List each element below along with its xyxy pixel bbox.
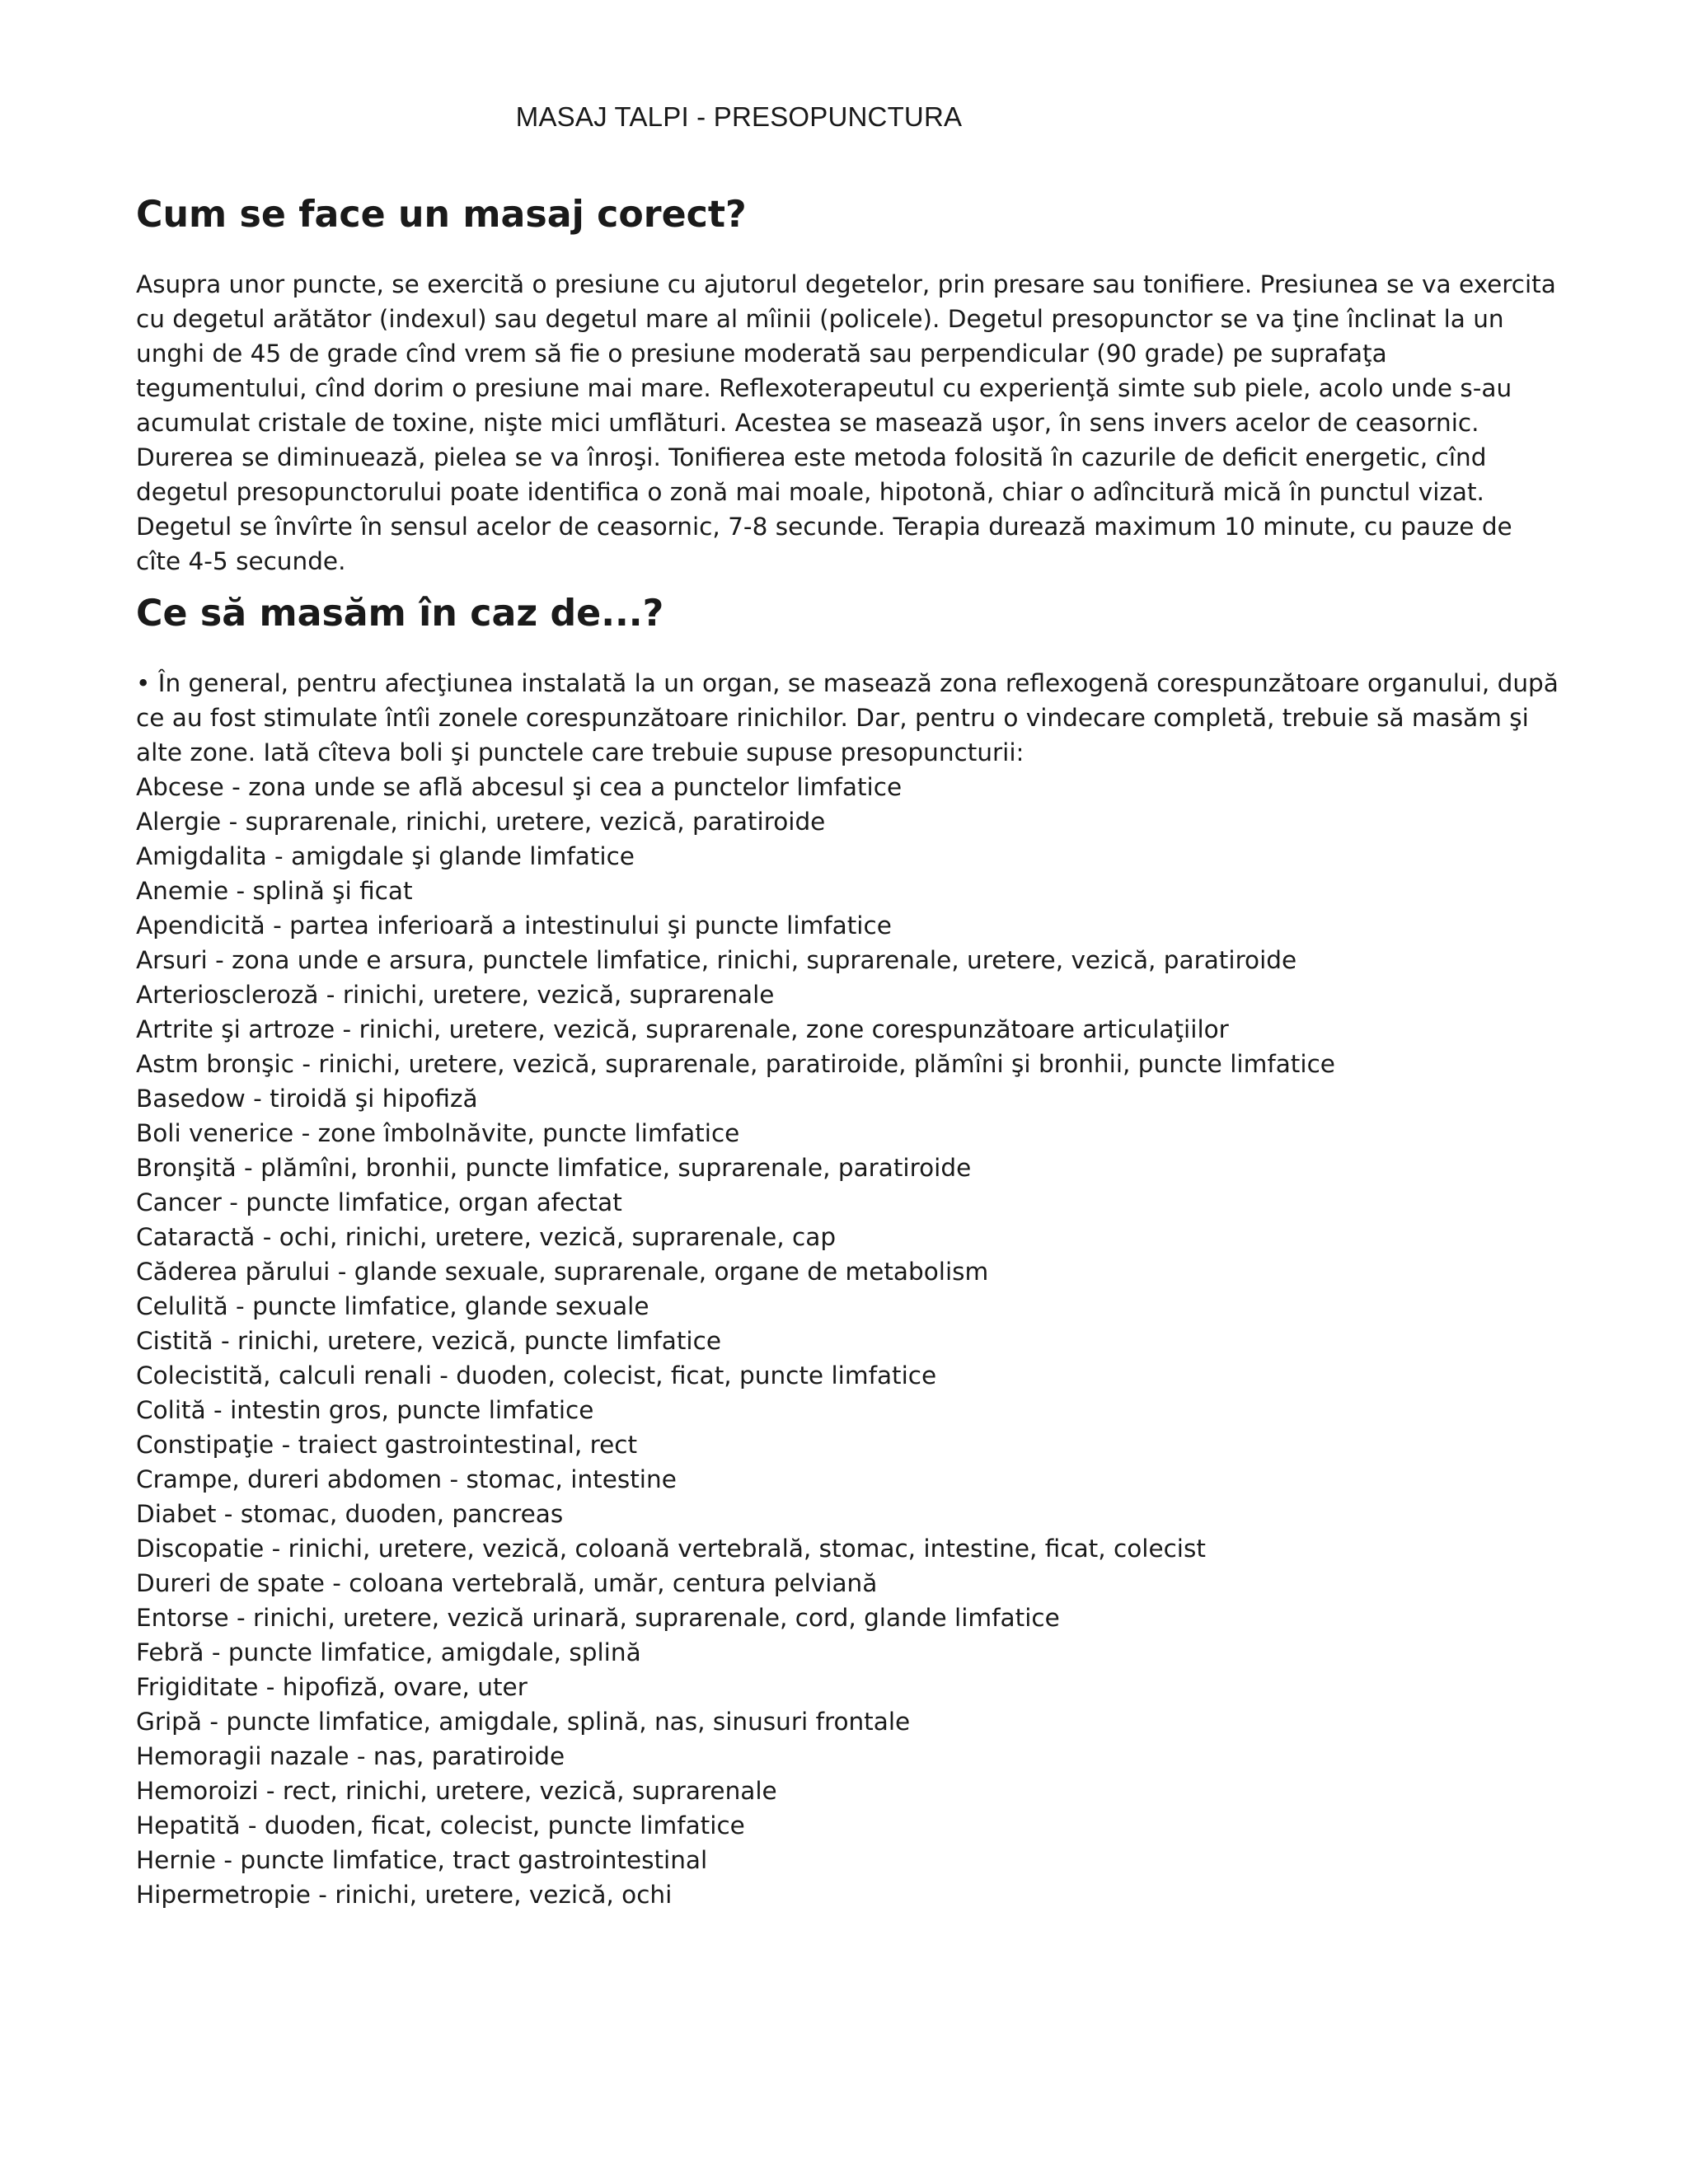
list-item: Hepatită - duoden, ficat, colecist, puncte limfatice <box>136 1811 745 1840</box>
section-heading-what-to-massage: Ce să masăm în caz de...? <box>136 593 664 635</box>
paragraph-line: alte zone. Iată cîteva boli şi punctele care trebuie supuse presopuncturii: <box>136 738 1025 766</box>
list-item: Astm bronşic - rinichi, uretere, vezică, suprarenale, paratiroide, plămîni şi bronhii, puncte limfatice <box>136 1050 1335 1078</box>
list-item: Arterioscleroză - rinichi, uretere, vezică, suprarenale <box>136 981 775 1009</box>
list-item: Cistită - rinichi, uretere, vezică, puncte limfatice <box>136 1327 721 1355</box>
list-item: Abcese - zona unde se află abcesul şi cea a punctelor limfatice <box>136 773 903 801</box>
document-title: MASAJ TALPI - PRESOPUNCTURA <box>515 101 963 132</box>
list-item: Frigiditate - hipofiză, ovare, uter <box>136 1673 528 1701</box>
list-item: Constipaţie - traiect gastrointestinal, rect <box>136 1431 638 1459</box>
paragraph-line: Durerea se diminuează, pielea se va înroşi. Tonifierea este metoda folosită în cazurile de deficit energetic, cînd <box>136 443 1487 471</box>
paragraph-line: • În general, pentru afecţiunea instalată la un organ, se masează zona reflexogenă corespunzătoare organului, după <box>136 669 1559 697</box>
list-item: Crampe, dureri abdomen - stomac, intestine <box>136 1465 677 1493</box>
paragraph-line: tegumentului, cînd dorim o presiune mai mare. Reflexoterapeutul cu experienţă simte sub piele, acolo unde s-au <box>136 374 1512 402</box>
list-item: Hemoroizi - rect, rinichi, uretere, vezică, suprarenale <box>136 1777 777 1805</box>
list-item: Cancer - puncte limfatice, organ afectat <box>136 1188 622 1216</box>
list-item: Arsuri - zona unde e arsura, punctele limfatice, rinichi, suprarenale, uretere, vezică, paratiroide <box>136 946 1297 974</box>
list-item: Celulită - puncte limfatice, glande sexuale <box>136 1292 649 1320</box>
paragraph-line: acumulat cristale de toxine, nişte mici umflături. Acestea se masează uşor, în sens invers acelor de ceasornic. <box>136 409 1479 437</box>
list-item: Boli venerice - zone îmbolnăvite, puncte limfatice <box>136 1119 740 1147</box>
section-heading-massage-method: Cum se face un masaj corect? <box>136 194 747 236</box>
paragraph-line: Degetul se învîrte în sensul acelor de ceasornic, 7-8 secunde. Terapia durează maximum 10 minute, cu pauze de <box>136 513 1512 541</box>
list-item: Anemie - splină şi ficat <box>136 877 413 905</box>
list-item: Febră - puncte limfatice, amigdale, splină <box>136 1638 641 1666</box>
list-item: Hemoragii nazale - nas, paratiroide <box>136 1742 565 1770</box>
list-item: Gripă - puncte limfatice, amigdale, splină, nas, sinusuri frontale <box>136 1708 911 1736</box>
list-item: Amigdalita - amigdale şi glande limfatice <box>136 842 635 870</box>
paragraph-line: cu degetul arătător (indexul) sau degetul mare al mîinii (policele). Degetul presopunctor se va ţine înclinat la un <box>136 305 1504 333</box>
paragraph-line: unghi de 45 de grade cînd vrem să fie o presiune moderată sau perpendicular (90 grade) pe suprafaţa <box>136 340 1387 368</box>
list-item: Colită - intestin gros, puncte limfatice <box>136 1396 594 1424</box>
list-item: Apendicită - partea inferioară a intestinului şi puncte limfatice <box>136 912 892 940</box>
paragraph-line: ce au fost stimulate întîi zonele corespunzătoare rinichilor. Dar, pentru o vindecare completă, trebuie să masăm şi <box>136 704 1529 732</box>
list-item: Hernie - puncte limfatice, tract gastrointestinal <box>136 1846 708 1874</box>
list-item: Cataractă - ochi, rinichi, uretere, vezică, suprarenale, cap <box>136 1223 837 1251</box>
document-body <box>136 194 1603 1912</box>
ailment-list <box>136 770 1603 1912</box>
paragraph-massage-method <box>136 267 1603 579</box>
list-item: Artrite şi artroze - rinichi, uretere, vezică, suprarenale, zone corespunzătoare articulaţiilor <box>136 1015 1229 1043</box>
list-item: Colecistită, calculi renali - duoden, colecist, ficat, puncte limfatice <box>136 1361 937 1390</box>
list-item: Dureri de spate - coloana vertebrală, umăr, centura pelviană <box>136 1569 878 1597</box>
list-item: Entorse - rinichi, uretere, vezică urinară, suprarenale, cord, glande limfatice <box>136 1604 1060 1632</box>
paragraph-line: degetul presopunctorului poate identifica o zonă mai moale, hipotonă, chiar o adîncitură mică în punctul vizat. <box>136 478 1484 506</box>
list-item: Basedow - tiroidă şi hipofiză <box>136 1085 478 1113</box>
list-item: Alergie - suprarenale, rinichi, uretere, vezică, paratiroide <box>136 808 826 836</box>
list-item: Căderea părului - glande sexuale, suprarenale, organe de metabolism <box>136 1258 989 1286</box>
paragraph-line: cîte 4-5 secunde. <box>136 547 346 575</box>
paragraph-general-intro <box>136 666 1603 770</box>
paragraph-line: Asupra unor puncte, se exercită o presiune cu ajutorul degetelor, prin presare sau tonifiere. Presiunea se va exercita <box>136 270 1556 298</box>
list-item: Bronşită - plămîni, bronhii, puncte limfatice, suprarenale, paratiroide <box>136 1154 972 1182</box>
list-item: Discopatie - rinichi, uretere, vezică, coloană vertebrală, stomac, intestine, ficat, colecist <box>136 1535 1206 1563</box>
list-item: Hipermetropie - rinichi, uretere, vezică, ochi <box>136 1881 673 1909</box>
list-item: Diabet - stomac, duoden, pancreas <box>136 1500 564 1528</box>
